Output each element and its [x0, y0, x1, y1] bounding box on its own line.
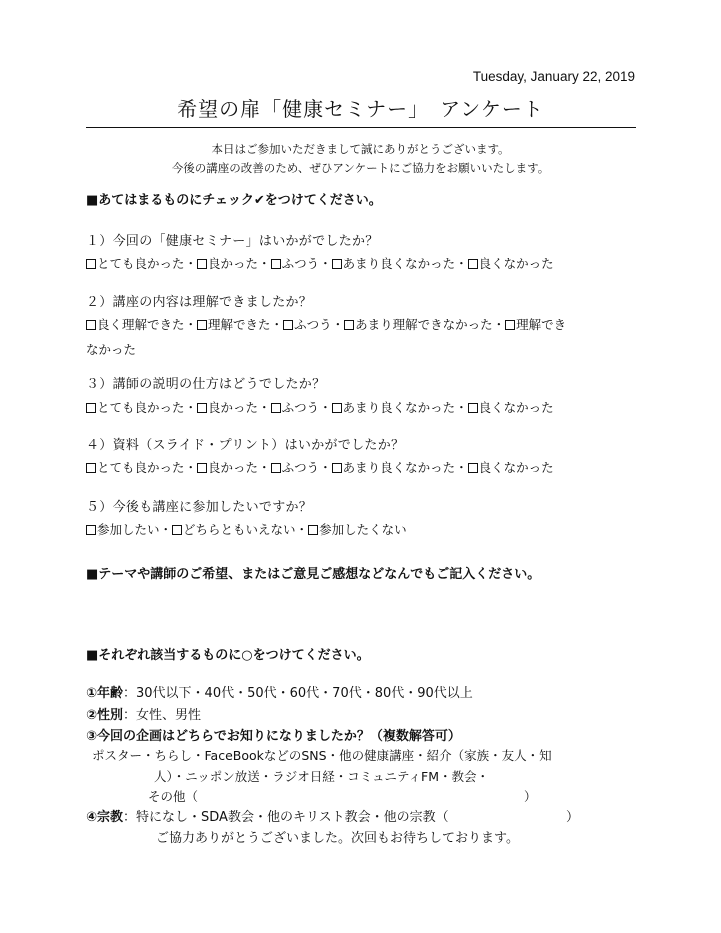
option-label: ふつう	[294, 317, 332, 332]
option-label: ふつう	[281, 460, 320, 475]
question-2: ２）講座の内容は理解できましたか？	[86, 295, 313, 310]
question-1: １）今回の「健康セミナー」はいかがでしたか？	[86, 234, 379, 249]
survey-title: 希望の扉「健康セミナー」 アンケート	[177, 97, 544, 121]
option-label: 理解でき	[516, 317, 567, 332]
thanks-message: ご協力ありがとうございました。次回もお待ちしております。	[156, 831, 519, 846]
question-5-options: 参加したい・ どちらともいえない・ 参加したくない	[86, 520, 407, 538]
religion-close: ）	[566, 810, 580, 825]
religion-label: ④宗教	[86, 810, 124, 825]
option-label: 良かった	[208, 256, 259, 271]
age-values: ：30代以下・40代・50代・60代・70代・80代・90代以上	[123, 686, 473, 701]
option-checkbox[interactable]	[283, 320, 293, 330]
option-checkbox[interactable]	[332, 463, 342, 473]
option-checkbox[interactable]	[271, 259, 281, 269]
option-label: とても良かった	[97, 256, 185, 271]
option-checkbox[interactable]	[197, 320, 207, 330]
option-label: 良かった	[208, 460, 259, 475]
section-circle-heading: ■それぞれ該当するものに○をつけてください。	[86, 648, 370, 663]
title-divider	[86, 127, 636, 128]
option-checkbox[interactable]	[197, 403, 207, 413]
option-label: 理解できた	[208, 317, 271, 332]
age-label: ①年齢	[86, 686, 124, 701]
option-checkbox[interactable]	[332, 403, 342, 413]
option-label: あまり理解できなかった	[355, 317, 493, 332]
question-4-options: とても良かった・ 良かった・ ふつう・ あまり良くなかった・ 良くなかった	[86, 458, 554, 476]
source-options-line-1: ポスター・ちらし・FaceBookなどのSNS・他の健康講座・紹介（家族・友人・知	[92, 748, 552, 763]
option-checkbox[interactable]	[505, 320, 515, 330]
option-label: とても良かった	[97, 460, 185, 475]
option-label: 参加したい	[97, 522, 160, 537]
option-label: どちらともいえない	[183, 522, 296, 537]
source-other-open: その他（	[148, 789, 199, 804]
option-label: 参加したくない	[319, 522, 407, 537]
option-label: 良く理解できた	[97, 317, 185, 332]
question-5: ５）今後も講座に参加したいですか？	[86, 500, 313, 515]
survey-date: Tuesday, January 22, 2019	[472, 69, 635, 84]
section-comments-heading: ■テーマや講師のご希望、またはご意見ご感想などなんでもご記入ください。	[86, 567, 541, 582]
question-2-option-continuation: なかった	[86, 342, 137, 357]
option-checkbox[interactable]	[86, 463, 96, 473]
option-checkbox[interactable]	[468, 463, 478, 473]
option-label: あまり良くなかった	[342, 400, 456, 415]
option-label: とても良かった	[97, 400, 185, 415]
option-checkbox[interactable]	[197, 259, 207, 269]
gender-label: ②性別	[86, 708, 124, 723]
question-3-options: とても良かった・ 良かった・ ふつう・ あまり良くなかった・ 良くなかった	[86, 398, 554, 416]
source-question: ③今回の企画はどちらでお知りになりましたか？（複数解答可）	[86, 729, 461, 744]
option-label: 良くなかった	[478, 256, 554, 271]
religion-values: ：特になし・SDA教会・他のキリスト教会・他の宗教（	[123, 810, 449, 825]
option-checkbox[interactable]	[86, 259, 96, 269]
option-checkbox[interactable]	[308, 525, 318, 535]
option-checkbox[interactable]	[86, 320, 96, 330]
source-options-line-2: 人）・ニッポン放送・ラジオ日経・コミュニティFM・教会・	[154, 769, 489, 784]
option-label: ふつう	[281, 256, 320, 271]
option-label: あまり良くなかった	[342, 256, 456, 271]
option-label: 良くなかった	[478, 460, 554, 475]
option-label: ふつう	[281, 400, 320, 415]
option-checkbox[interactable]	[197, 463, 207, 473]
option-checkbox[interactable]	[86, 403, 96, 413]
option-checkbox[interactable]	[468, 403, 478, 413]
gender-values: ：女性、男性	[123, 708, 202, 723]
option-checkbox[interactable]	[271, 463, 281, 473]
age-row	[86, 682, 473, 701]
intro-line-2: 今後の講座の改善のため、ぜひアンケートにご協力をお願いいたします。	[171, 161, 550, 175]
option-label: あまり良くなかった	[342, 460, 456, 475]
option-checkbox[interactable]	[344, 320, 354, 330]
option-checkbox[interactable]	[271, 403, 281, 413]
intro-line-1: 本日はご参加いただきまして誠にありがとうございます。	[211, 142, 510, 156]
option-label: 良かった	[208, 400, 259, 415]
question-4: ４）資料（スライド・プリント）はいかがでしたか？	[86, 438, 405, 453]
question-1-options: とても良かった・ 良かった・ ふつう・ あまり良くなかった・ 良くなかった	[86, 254, 554, 272]
source-other-close: ）	[524, 789, 537, 804]
question-2-options: 良く理解できた・ 理解できた・ ふつう・ あまり理解できなかった・ 理解でき	[86, 315, 566, 333]
option-checkbox[interactable]	[468, 259, 478, 269]
option-label: 良くなかった	[478, 400, 554, 415]
option-checkbox[interactable]	[86, 525, 96, 535]
option-checkbox[interactable]	[172, 525, 182, 535]
gender-row	[86, 704, 201, 723]
option-checkbox[interactable]	[332, 259, 342, 269]
section-checkbox-heading: ■あてはまるものにチェック✔をつけてください。	[86, 193, 382, 208]
religion-row	[86, 806, 449, 825]
question-3: ３）講師の説明の仕方はどうでしたか？	[86, 377, 326, 392]
